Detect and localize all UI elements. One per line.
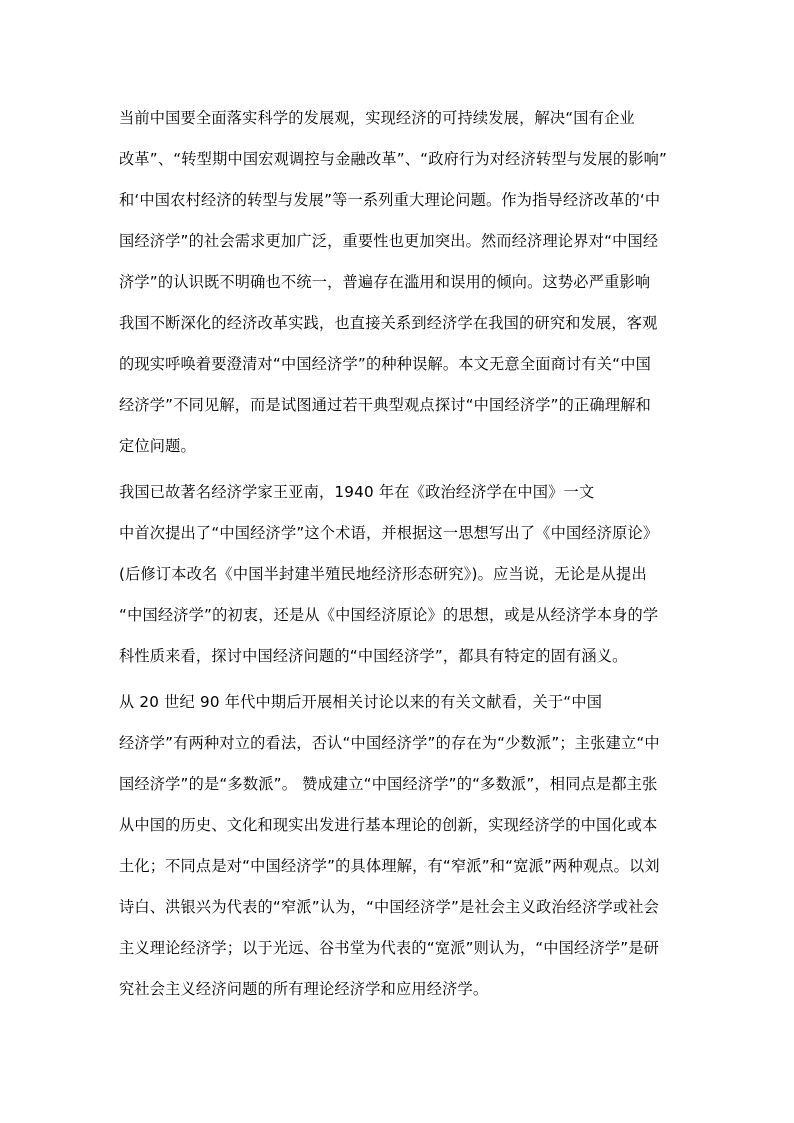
paragraph-1-line-9: 定位问题。 <box>119 437 196 455</box>
paragraph-2-line-3: (后修订本改名《中国半封建半殖民地经济形态研究》)。应当说，无论是从提出 <box>119 565 647 583</box>
paragraph-3-line-7: 主义理论经济学；以于光远、谷书堂为代表的“宽派”则认为，“中国经济学”是研 <box>119 939 660 957</box>
paragraph-2-line-4: “中国经济学”的初衷，还是从《中国经济原论》的思想，或是从经济学本身的学 <box>119 606 659 624</box>
paragraph-1-line-8: 经济学”不同见解，而是试图通过若干典型观点探讨“中国经济学”的正确理解和 <box>119 396 651 414</box>
paragraph-1-line-1: 当前中国要全面落实科学的发展观，实现经济的可持续发展，解决“国有企业 <box>119 109 635 127</box>
paragraph-2-line-2: 中首次提出了“中国经济学”这个术语，并根据这一思想写出了《中国经济原论》 <box>119 524 659 542</box>
paragraph-1-line-3: 和‘中国农村经济的转型与发展”等一系列重大理论问题。作为指导经济改革的‘中 <box>119 191 661 209</box>
paragraph-3-line-1: 从 20 世纪 90 年代中期后开展相关讨论以来的有关文献看，关于“中国 <box>119 693 603 711</box>
paragraph-1-line-2: 改革”、“转型期中国宏观调控与金融改革”、“政府行为对经济转型与发展的影响” <box>119 150 668 168</box>
paragraph-2-line-1: 我国已故著名经济学家王亚南，1940 年在《政治经济学在中国》一文 <box>119 483 595 501</box>
paragraph-3-line-8: 究社会主义经济问题的所有理论经济学和应用经济学。 <box>119 980 489 998</box>
paragraph-2-line-5: 科性质来看，探讨中国经济问题的“中国经济学”，都具有特定的固有涵义。 <box>119 647 628 665</box>
paragraph-1-line-6: 我国不断深化的经济改革实践，也直接关系到经济学在我国的研究和发展，客观 <box>119 314 658 332</box>
paragraph-3-line-6: 诗白、洪银兴为代表的“窄派”认为，“中国经济学”是社会主义政治经济学或社会 <box>119 898 660 916</box>
paragraph-3-line-4: 从中国的历史、文化和现实出发进行基本理论的创新，实现经济学的中国化或本 <box>119 816 658 834</box>
paragraph-3-line-3: 国经济学”的是“多数派”。 赞成建立“中国经济学”的“多数派”，相同点是都主张 <box>119 775 658 793</box>
paragraph-1-line-5: 济学”的认识既不明确也不统一，普遍存在滥用和误用的倾向。这势必严重影响 <box>119 273 651 291</box>
paragraph-3-line-2: 经济学”有两种对立的看法，否认“中国经济学”的存在为“少数派”；主张建立“中 <box>119 734 660 752</box>
paragraph-1-line-4: 国经济学”的社会需求更加广泛，重要性也更加突出。然而经济理论界对“中国经 <box>119 232 659 250</box>
paragraph-3-line-5: 土化；不同点是对“中国经济学”的具体理解，有“窄派”和“宽派”两种观点。以刘 <box>119 857 660 875</box>
paragraph-1-line-7: 的现实呼唤着要澄清对“中国经济学”的种种误解。本文无意全面商讨有关“中国 <box>119 355 651 373</box>
